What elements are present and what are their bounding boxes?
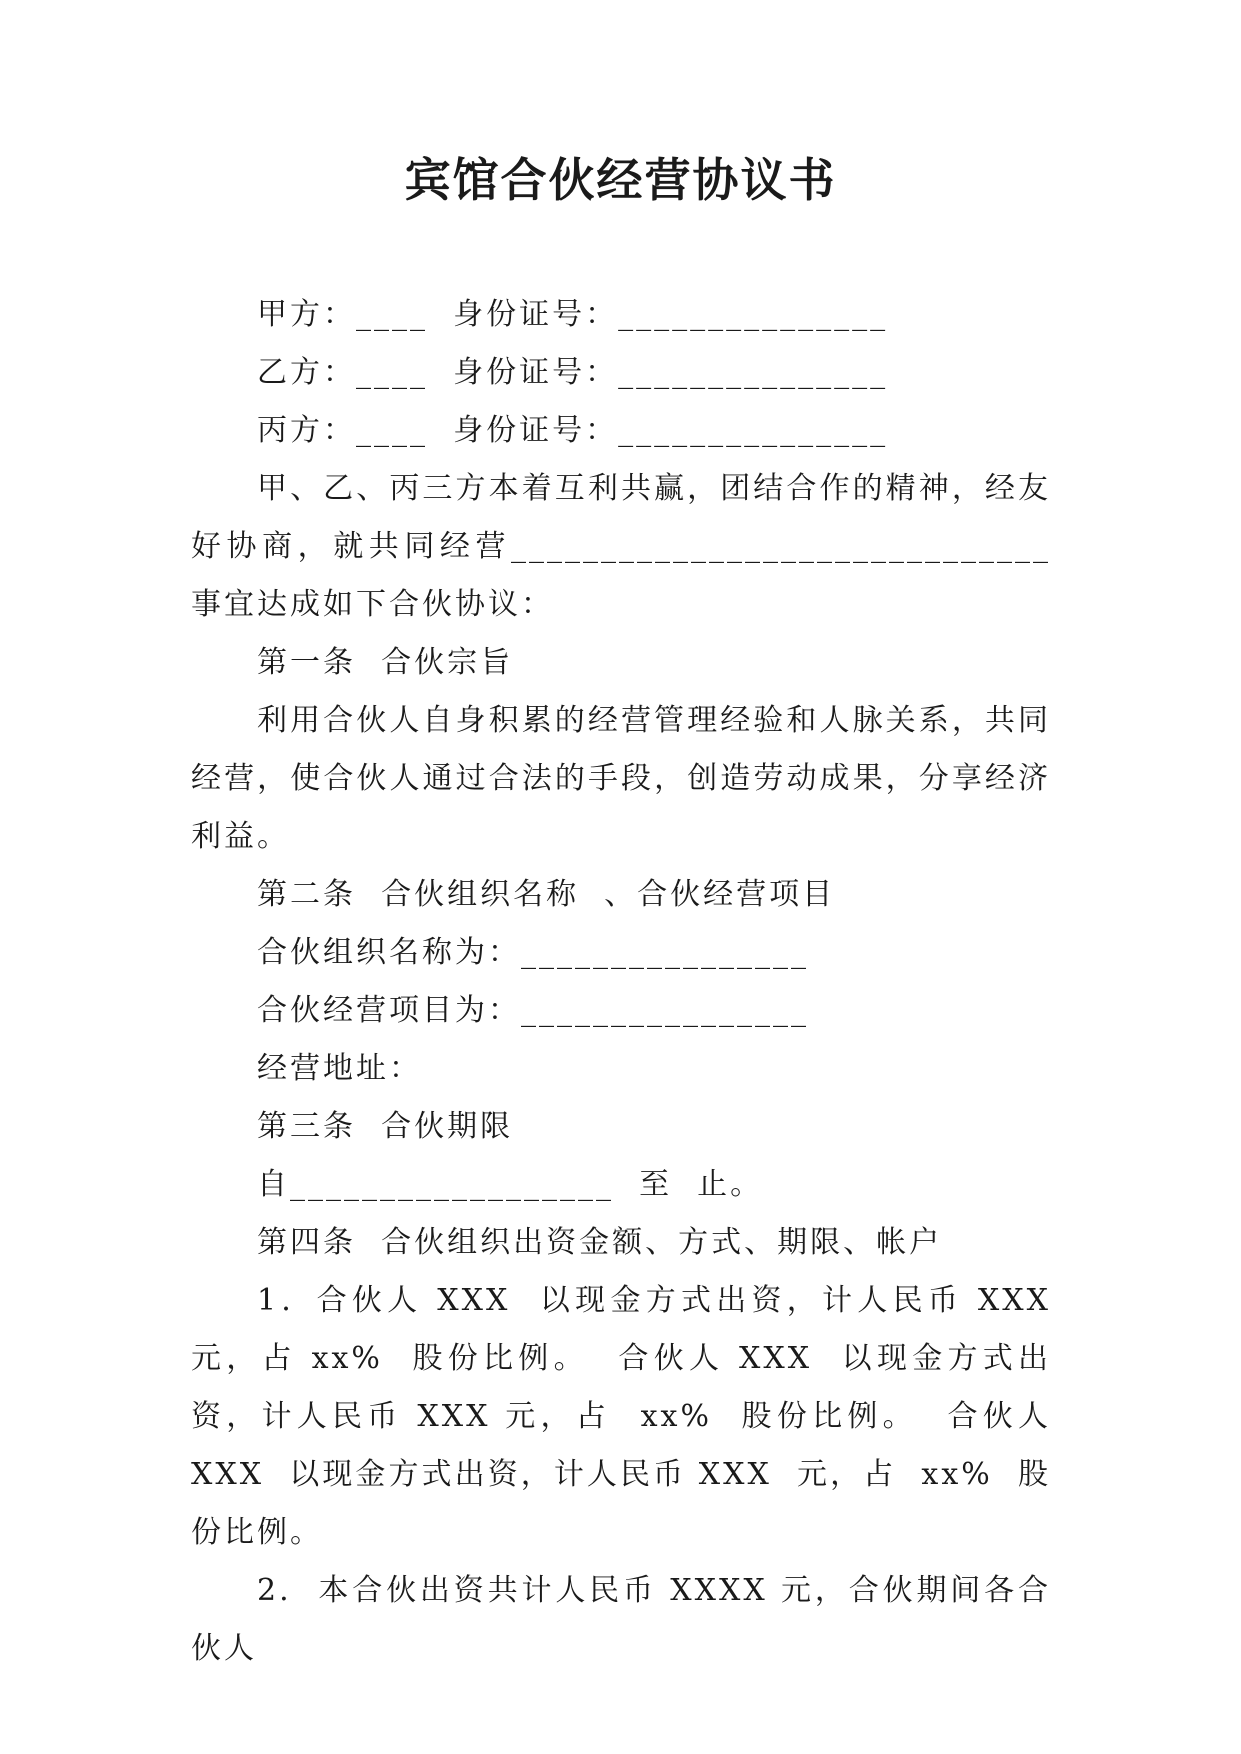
paragraph-org-name: 合伙组织名称为：________________ — [257, 935, 809, 970]
paragraph-address: 经营地址： — [257, 1051, 422, 1086]
document-title: 宾馆合伙经营协议书 — [404, 153, 837, 207]
paragraph-article-4-heading: 第四条 合伙组织出资金额、方式、期限、帐户 — [257, 1225, 943, 1260]
paragraph-article-3-heading: 第三条 合伙期限 — [257, 1109, 514, 1144]
paragraph-business-item: 合伙经营项目为：________________ — [257, 993, 809, 1028]
paragraph-preamble: 甲、乙、丙三方本着互利共赢，团结合作的精神，经友好协商，就共同经营______________________________事宜达成如下合伙协议： — [191, 471, 1051, 622]
document-body — [191, 286, 1077, 1678]
paragraph-party-c: 丙方：____ 身份证号：_______________ — [257, 413, 889, 448]
paragraph-article-2-heading: 第二条 合伙组织名称 、合伙经营项目 — [257, 877, 836, 912]
paragraph-term: 自__________________ 至 止。 — [257, 1167, 764, 1202]
paragraph-clause-4-2: 2. 本合伙出资共计人民币 XXXX 元，合伙期间各合伙人 — [191, 1573, 1051, 1666]
paragraph-party-b: 乙方：____ 身份证号：_______________ — [257, 355, 889, 390]
paragraph-article-1-heading: 第一条 合伙宗旨 — [257, 645, 514, 680]
paragraph-article-1-body: 利用合伙人自身积累的经营管理经验和人脉关系，共同经营，使合伙人通过合法的手段，创造劳动成果，分享经济利益。 — [191, 703, 1051, 854]
paragraph-clause-4-1: 1．合伙人 XXX 以现金方式出资，计人民币 XXX 元，占 xx% 股份比例。 合伙人 XXX 以现金方式出资，计人民币 XXX 元，占 xx% 股份比例。 合伙人 XXX 以现金方式出资，计人民币 XXX 元，占 xx% 股份比例。 — [191, 1283, 1077, 1550]
paragraph-party-a: 甲方：____ 身份证号：_______________ — [257, 297, 889, 332]
